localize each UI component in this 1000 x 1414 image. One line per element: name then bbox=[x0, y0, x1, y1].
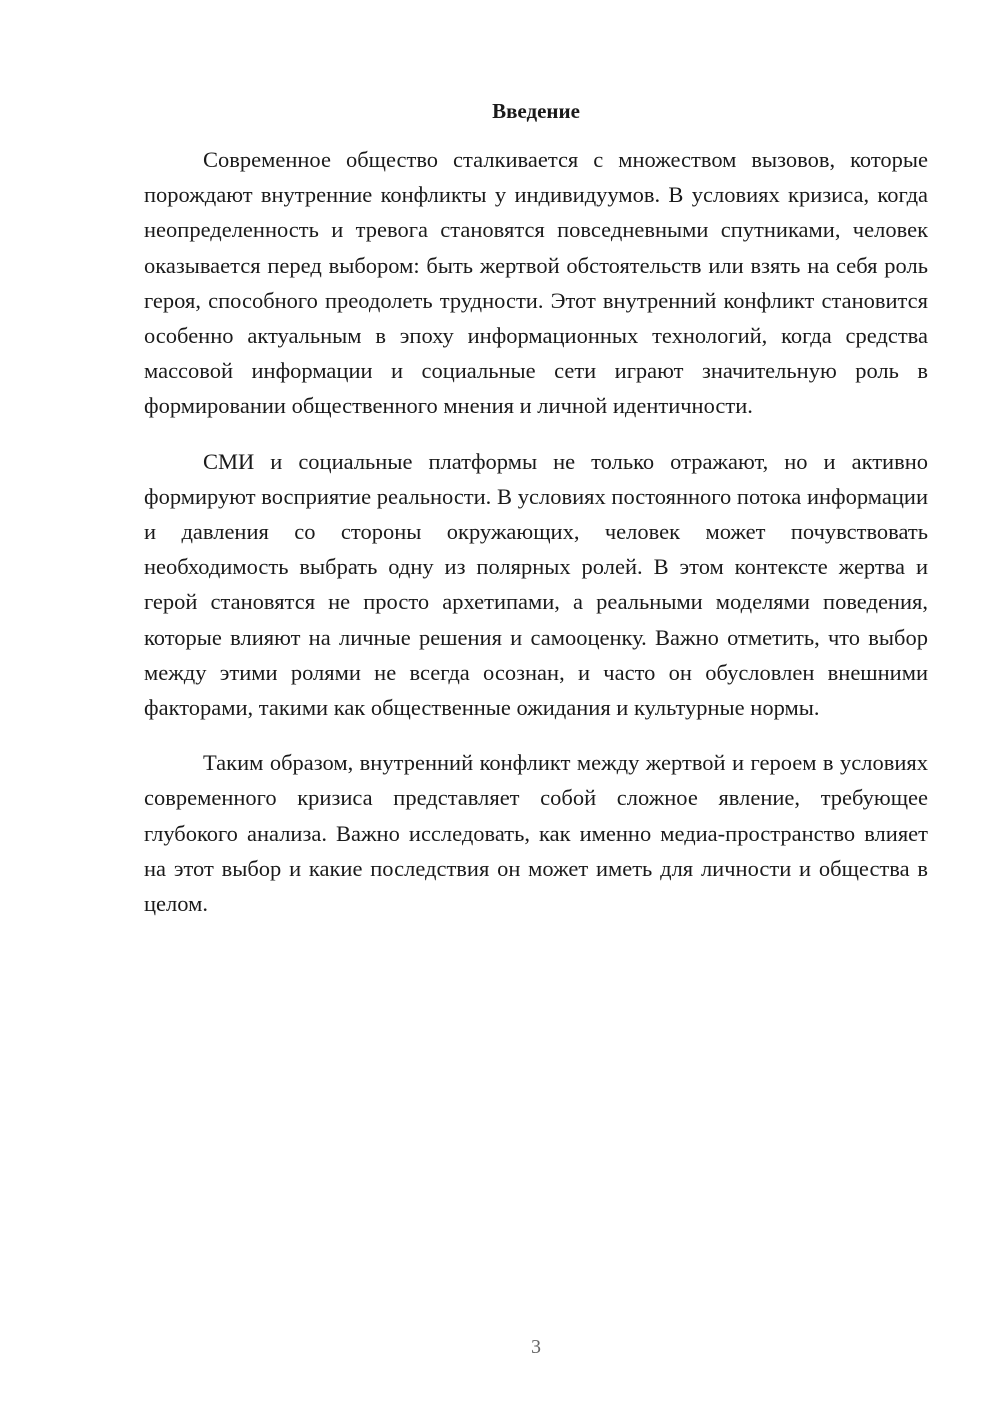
body-text bbox=[144, 142, 928, 941]
paragraph-3: Таким образом, внутренний конфликт между жертвой и героем в условиях современного кризиса представляет собой сложное явление, требующее глубокого анализа. Важно исследовать, как именно медиа-пространство влияет на этот выбор и какие последствия он может иметь для личности и общества в целом. bbox=[144, 750, 928, 917]
paragraph-1: Современное общество сталкивается с множеством вызовов, которые порождают внутренние конфликты у индивидуумов. В условиях кризиса, когда неопределенность и тревога становятся повседневными спутниками, человек оказывается перед выбором: быть жертвой обстоятельств или взять на себя роль героя, способного преодолеть трудности. Этот внутренний конфликт становится особенно актуальным в эпоху информационных технологий, когда средства массовой информации и социальные сети играют значительную роль в формировании общественного мнения и личной идентичности. bbox=[144, 147, 928, 419]
section-heading: Введение bbox=[492, 99, 580, 123]
paragraph-2: СМИ и социальные платформы не только отражают, но и активно формируют восприятие реальности. В условиях постоянного потока информации и давления со стороны окружающих, человек может почувствовать необходимость выбрать одну из полярных ролей. В этом контексте жертва и герой становятся не просто архетипами, а реальными моделями поведения, которые влияют на личные решения и самооценку. Важно отметить, что выбор между этими ролями не всегда осознан, и часто он обусловлен внешними факторами, такими как общественные ожидания и культурные нормы. bbox=[144, 448, 928, 721]
document-page bbox=[144, 0, 928, 1414]
page-number: 3 bbox=[531, 1336, 541, 1358]
